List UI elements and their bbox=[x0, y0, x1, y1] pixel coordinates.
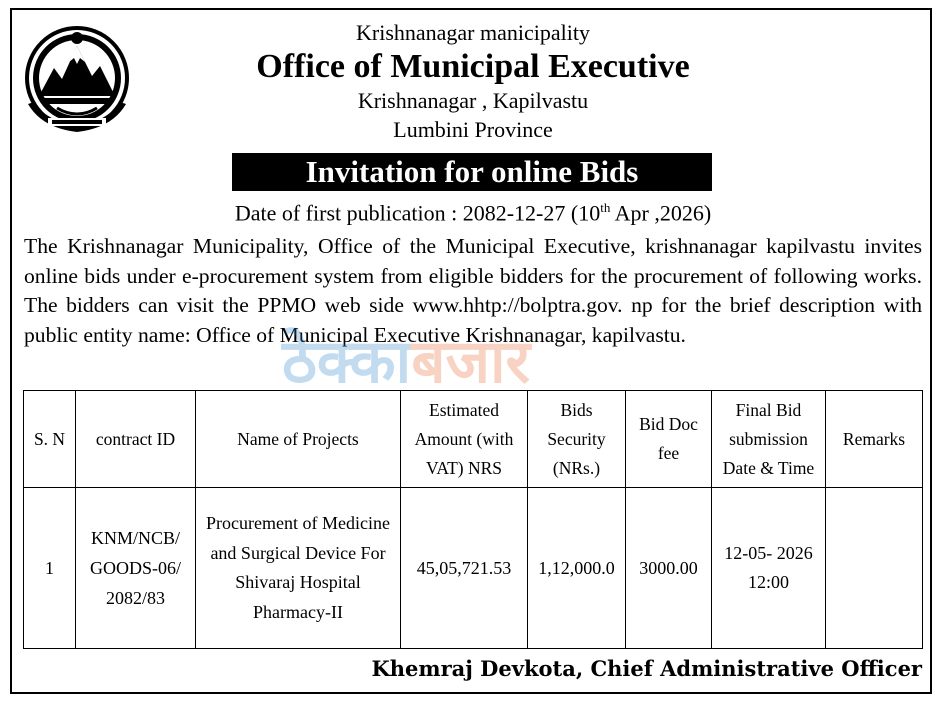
cell-bid-security: 1,12,000.0 bbox=[528, 488, 626, 649]
watermark-part-2: बजार bbox=[411, 327, 531, 397]
invitation-banner: Invitation for online Bids bbox=[232, 153, 712, 191]
cell-remarks bbox=[826, 488, 923, 649]
header-final-submission: Final Bid submission Date & Time bbox=[712, 391, 826, 488]
cell-bid-doc-fee: 3000.00 bbox=[626, 488, 712, 649]
cell-submission-deadline: 12-05- 2026 12:00 bbox=[712, 488, 826, 649]
header-remarks: Remarks bbox=[826, 391, 923, 488]
address-line-2: Lumbini Province bbox=[393, 117, 553, 142]
table-header-row bbox=[24, 391, 923, 488]
municipality-name: Krishnanagar manicipality bbox=[356, 20, 590, 45]
header-sn: S. N bbox=[24, 391, 76, 488]
table-row bbox=[24, 488, 923, 649]
publication-date-sup: th bbox=[600, 200, 611, 215]
signature-line: Khemraj Devkota, Chief Administrative Officer bbox=[371, 656, 922, 681]
header-estimated-amount: Estimated Amount (with VAT) NRS bbox=[401, 391, 528, 488]
header-project-name: Name of Projects bbox=[196, 391, 401, 488]
publication-date-prefix: Date of first publication : 2082-12-27 (10 bbox=[234, 200, 601, 226]
publication-date-suffix: Apr ,2026) bbox=[610, 200, 712, 226]
cell-estimated-amount: 45,05,721.53 bbox=[401, 488, 528, 649]
header-bid-doc-fee: Bid Doc fee bbox=[626, 391, 712, 488]
header-bid-security: Bids Security (NRs.) bbox=[528, 391, 626, 488]
cell-contract-id: KNM/NCB/ GOODS-06/ 2082/83 bbox=[76, 488, 196, 649]
cell-project-name: Procurement of Medicine and Surgical Device For Shivaraj Hospital Pharmacy-II bbox=[196, 488, 401, 649]
bids-table bbox=[23, 390, 923, 649]
notice-body: The Krishnanagar Municipality, Office of the Municipal Executive, krishnanagar kapilvastu invites online bids under e-procurement system from eligible bidders for the procurement of following works. The bidders can visit the PPMO web side www.hhtp://bolptra.gov. np for the brief description with public entity name: Office of Municipal Executive Krishnanagar, kapilvastu. bbox=[24, 234, 922, 347]
office-title: Office of Municipal Executive bbox=[256, 48, 690, 85]
address-line-1: Krishnanagar , Kapilvastu bbox=[357, 88, 589, 113]
cell-sn: 1 bbox=[24, 488, 76, 649]
publication-date bbox=[0, 200, 946, 226]
header-contract-id: contract ID bbox=[76, 391, 196, 488]
watermark-part-1: ठेक्का bbox=[282, 327, 412, 397]
